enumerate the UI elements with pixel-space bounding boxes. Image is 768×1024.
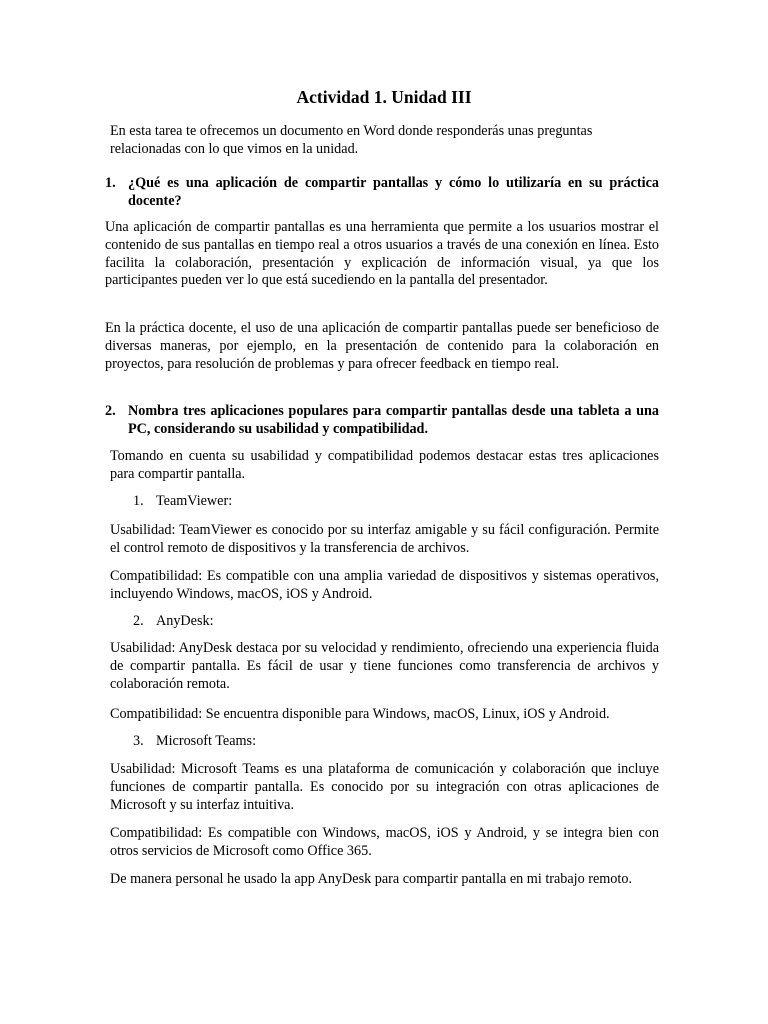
app-3-number: 3.: [133, 733, 144, 749]
question-1-number: 1.: [105, 175, 116, 191]
question-2-number: 2.: [105, 403, 116, 419]
app-3-usability: Usabilidad: Microsoft Teams es una plataforma de comunicación y colaboración que incluye funciones de compartir pantalla. Es conocido por su integración con otras aplicaciones de Microsoft y su interfaz intuitiva.: [110, 761, 659, 813]
app-2-name: AnyDesk:: [156, 613, 214, 629]
answer-1-paragraph-1: Una aplicación de compartir pantallas es una herramienta que permite a los usuarios mostrar el contenido de sus pantallas en tiempo real a otros usuarios a través de una conexión en línea. Esto facilita la colaboración, presentación y explicación de información visual, ya que los participantes pueden ver lo que está sucediendo en la pantalla del presentador.: [105, 219, 659, 289]
app-3-compatibility: Compatibilidad: Es compatible con Windows, macOS, iOS y Android, y se integra bien con otros servicios de Microsoft como Office 365.: [110, 825, 659, 859]
app-1-number: 1.: [133, 493, 144, 509]
intro-paragraph: En esta tarea te ofrecemos un documento en Word donde responderás unas preguntas relacionadas con lo que vimos en la unidad.: [110, 123, 593, 157]
app-2-number: 2.: [133, 613, 144, 629]
document-title: Actividad 1. Unidad III: [296, 87, 472, 107]
answer-1-paragraph-2: En la práctica docente, el uso de una aplicación de compartir pantallas puede ser beneficioso de diversas maneras, por ejemplo, en la presentación de contenido para la colaboración en proyectos, para resolución de problemas y para ofrecer feedback en tiempo real.: [105, 320, 659, 372]
app-1-name: TeamViewer:: [156, 493, 233, 509]
answer-2-intro: Tomando en cuenta su usabilidad y compatibilidad podemos destacar estas tres aplicaciones para compartir pantalla.: [110, 448, 659, 482]
app-1-usability: Usabilidad: TeamViewer es conocido por su interfaz amigable y su fácil configuración. Permite el control remoto de dispositivos y la transferencia de archivos.: [110, 522, 659, 556]
app-3-name: Microsoft Teams:: [156, 733, 257, 749]
question-1-text: ¿Qué es una aplicación de compartir pantallas y cómo lo utilizaría en su práctica docente?: [128, 175, 659, 209]
app-1-compatibility: Compatibilidad: Es compatible con una amplia variedad de dispositivos y sistemas operativos, incluyendo Windows, macOS, iOS y Android.: [110, 568, 659, 602]
question-2-text: Nombra tres aplicaciones populares para compartir pantallas desde una tableta a una PC, considerando su usabilidad y compatibilidad.: [128, 403, 659, 437]
app-2-compatibility: Compatibilidad: Se encuentra disponible para Windows, macOS, Linux, iOS y Android.: [110, 706, 610, 722]
closing-paragraph: De manera personal he usado la app AnyDesk para compartir pantalla en mi trabajo remoto.: [110, 871, 632, 887]
app-2-usability: Usabilidad: AnyDesk destaca por su velocidad y rendimiento, ofreciendo una experiencia fluida de compartir pantalla. Es fácil de usar y tiene funciones como transferencia de archivos y colaboración remota.: [110, 640, 659, 692]
